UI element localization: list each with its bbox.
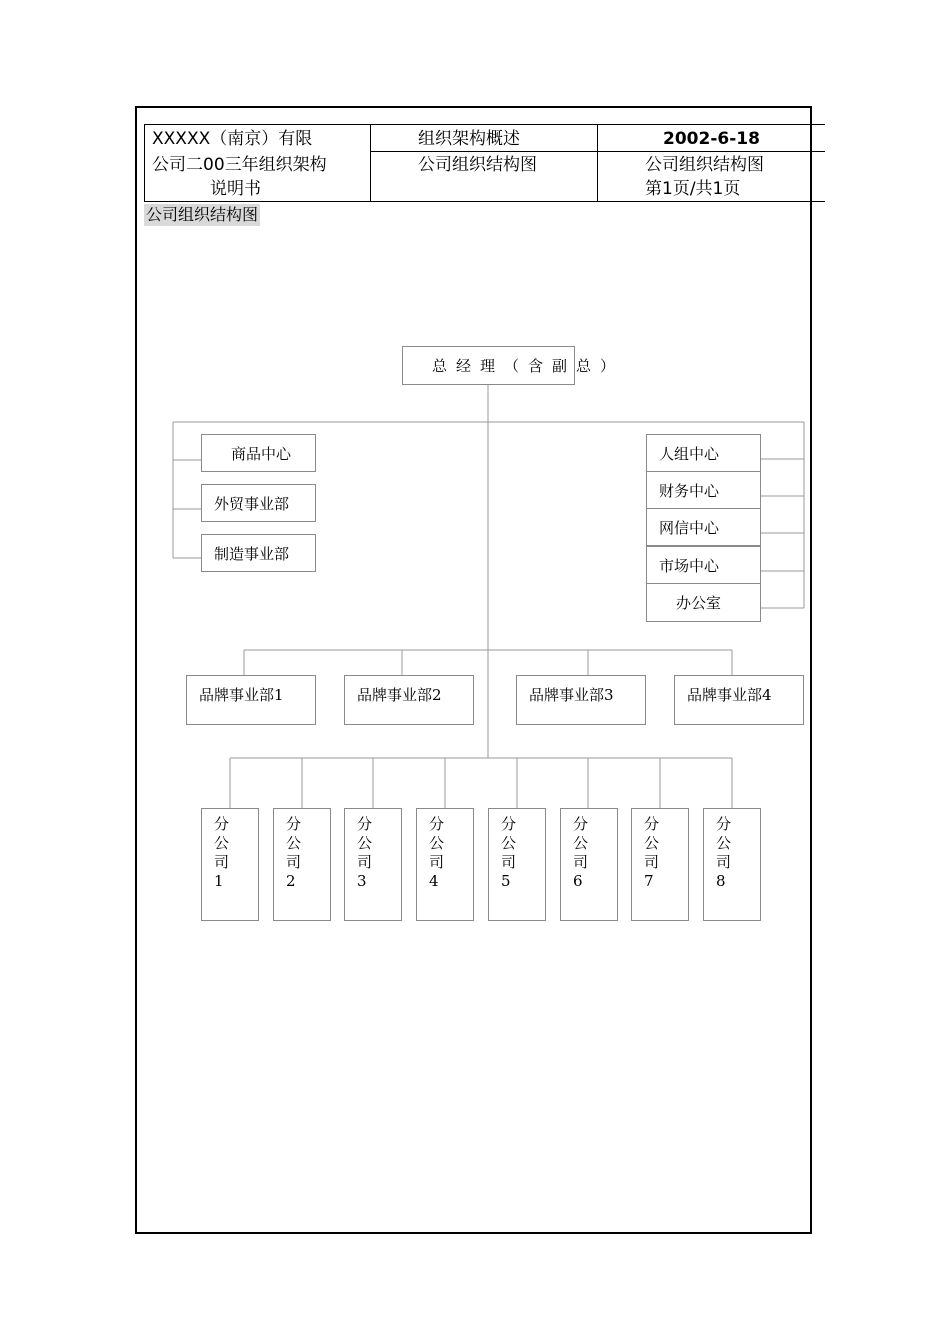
right-unit-label: 办公室 <box>676 594 722 612</box>
caption: 公司组织结构图 <box>146 205 259 224</box>
org-node-branch-4 <box>416 808 474 921</box>
org-node-left-3 <box>201 534 316 572</box>
branch-label: 分公司3 <box>357 815 373 890</box>
org-node-branch-6 <box>560 808 618 921</box>
org-node-right-2 <box>646 471 761 509</box>
org-node-left-1 <box>201 434 316 472</box>
branch-label: 分公司1 <box>214 815 230 890</box>
org-node-right-5 <box>646 583 761 622</box>
page-number: 第1页/共1页 <box>645 179 741 199</box>
org-node-general-manager <box>402 346 625 385</box>
brand-label: 品牌事业部1 <box>199 686 284 704</box>
org-node-branch-8 <box>703 808 761 921</box>
right-unit-label: 市场中心 <box>659 557 720 575</box>
org-node-branch-7 <box>631 808 689 921</box>
brand-label: 品牌事业部3 <box>529 686 614 704</box>
left-unit-label: 外贸事业部 <box>214 495 290 513</box>
right-unit-label: 人组中心 <box>659 445 720 463</box>
left-unit-label: 商品中心 <box>231 445 292 463</box>
branch-label: 分公司7 <box>644 815 660 890</box>
branch-label: 分公司8 <box>716 815 732 890</box>
brand-label: 品牌事业部4 <box>687 686 772 704</box>
org-node-brand-2 <box>344 675 474 725</box>
org-node-brand-4 <box>674 675 804 725</box>
section-subtitle: 公司组织结构图 <box>418 155 537 175</box>
org-node-branch-2 <box>273 808 331 921</box>
org-node-branch-5 <box>488 808 546 921</box>
org-node-right-3 <box>646 508 761 546</box>
org-node-branch-3 <box>344 808 402 921</box>
left-unit-label: 制造事业部 <box>214 545 290 563</box>
right-unit-label: 财务中心 <box>659 482 720 500</box>
company-name-line-3: 说明书 <box>210 179 261 199</box>
branch-label: 分公司6 <box>573 815 589 890</box>
org-node-left-2 <box>201 484 316 522</box>
branch-label: 分公司5 <box>501 815 517 890</box>
section-title: 组织架构概述 <box>418 129 520 149</box>
general-manager-label: 总经理（含副总） <box>432 357 625 375</box>
org-node-brand-1 <box>186 675 316 725</box>
right-unit-label: 网信中心 <box>659 519 720 537</box>
org-node-branch-1 <box>201 808 259 921</box>
branch-label: 分公司2 <box>286 815 302 890</box>
org-node-brand-3 <box>516 675 646 725</box>
company-name-line-1: XXXXX（南京）有限 <box>152 129 313 149</box>
org-node-right-1 <box>646 434 761 472</box>
branch-label: 分公司4 <box>429 815 445 890</box>
document-date: 2002-6-18 <box>663 129 760 149</box>
org-node-right-4 <box>646 546 761 584</box>
brand-label: 品牌事业部2 <box>357 686 442 704</box>
company-name-line-2: 公司二00三年组织架构 <box>152 155 327 175</box>
document-name: 公司组织结构图 <box>645 155 764 175</box>
